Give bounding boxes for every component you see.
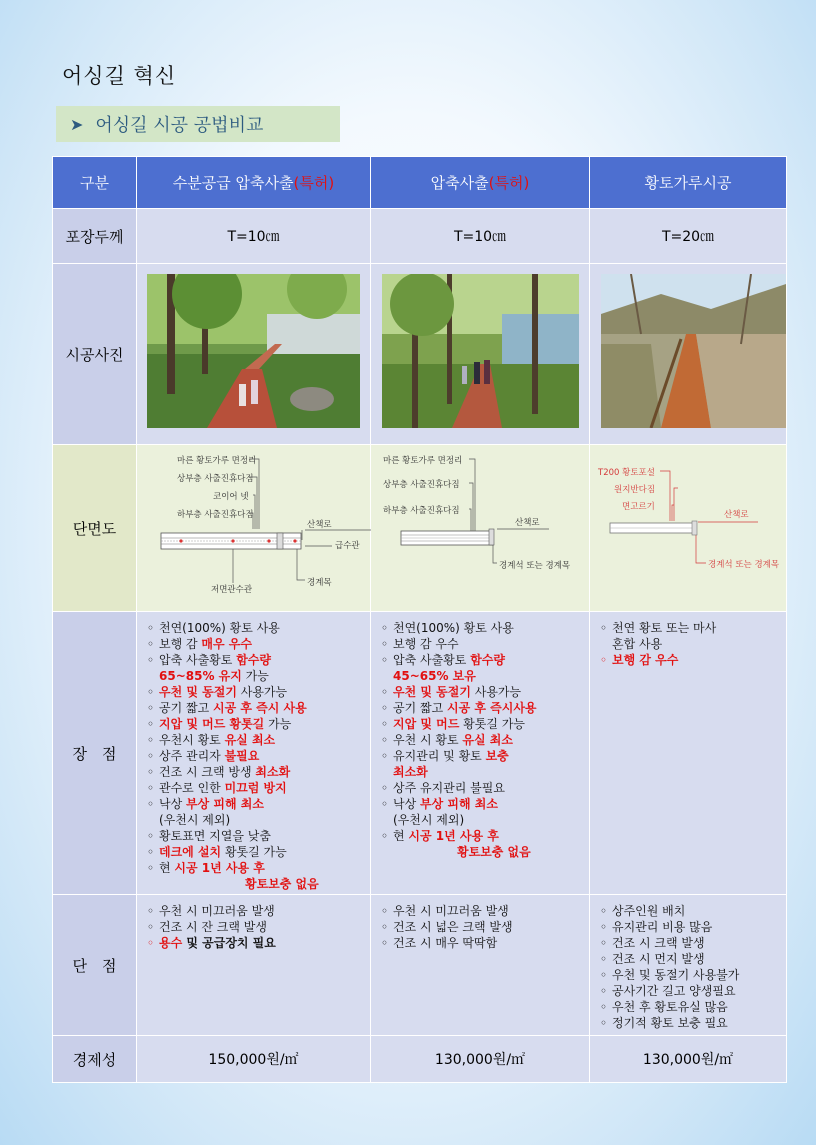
list-item: ◦ 건조 시 먼지 발생 <box>600 951 780 967</box>
d1-label-1: 마른 황토가루 면정리 <box>177 456 257 466</box>
economy-1: 150,000원/㎡ <box>137 1036 371 1083</box>
section-diagram-3 <box>590 445 787 611</box>
thickness-3: T=20㎝ <box>590 209 787 264</box>
subtitle-text: 어싱길 시공 공법비교 <box>95 115 264 136</box>
disadvantages-list-3 <box>590 895 786 1031</box>
list-item: ◦ 우천 후 황토유실 많음 <box>600 999 780 1015</box>
d3-label-1: T200 황토포설 <box>598 468 655 478</box>
section-diagram-cell-2 <box>371 445 590 612</box>
d3-label-3: 면고르기 <box>622 502 655 512</box>
section-diagram-1 <box>137 445 371 611</box>
advantages-cell-3 <box>590 612 787 895</box>
row-label-photo: 시공사진 <box>53 264 137 445</box>
d2-label-1: 마른 황토가루 면정리 <box>383 456 463 466</box>
list-item: ◦ 천연(100%) 황토 사용 <box>381 620 583 636</box>
section-diagram-cell-3 <box>590 445 787 612</box>
list-item: ◦ 용수 및 공급장치 필요 <box>147 935 364 951</box>
list-item: ◦ 현 시공 1년 사용 후 황토보충 없음 <box>381 828 583 860</box>
d1-label-8: 경계목 <box>307 578 332 588</box>
row-label-economy: 경제성 <box>53 1036 137 1083</box>
thickness-1: T=10㎝ <box>137 209 371 264</box>
list-item: ◦ 보행 감 우수 <box>600 652 780 668</box>
construction-photo-1 <box>147 274 360 428</box>
list-item: ◦ 우천 및 동절기 사용불가 <box>600 967 780 983</box>
list-item: ◦ 보행 감 매우 우수 <box>147 636 364 652</box>
list-item: ◦ 지압 및 머드 황톳길 가능 <box>381 716 583 732</box>
disadvantages-list-1 <box>137 895 370 951</box>
list-item: ◦ 건조 시 잔 크랙 발생 <box>147 919 364 935</box>
advantages-cell-1 <box>137 612 371 895</box>
list-item: ◦ 건조 시 매우 딱딱함 <box>381 935 583 951</box>
header-method-3: 황토가루시공 <box>590 157 787 209</box>
list-item: ◦ 상주 유지관리 불필요 <box>381 780 583 796</box>
list-item: ◦ 낙상 부상 피해 최소 (우천시 제외) <box>147 796 364 828</box>
table-row-disadvantages <box>53 895 787 1036</box>
d3-label-2: 원지반다짐 <box>614 485 656 495</box>
list-item: ◦ 공기 짧고 시공 후 즉시사용 <box>381 700 583 716</box>
row-label-section: 단면도 <box>53 445 137 612</box>
economy-2: 130,000원/㎡ <box>371 1036 590 1083</box>
list-item: ◦ 데크에 설치 황톳길 가능 <box>147 844 364 860</box>
list-item: ◦ 우천 및 동절기 사용가능 <box>147 684 364 700</box>
advantages-list-2 <box>371 612 589 860</box>
list-item: ◦ 유지관리 및 황토 보충 최소화 <box>381 748 583 780</box>
advantages-list-1 <box>137 612 370 892</box>
list-item: ◦ 천연 황토 또는 마사 혼합 사용 <box>600 620 780 652</box>
disadvantages-cell-1 <box>137 895 371 1036</box>
table-row-economy <box>53 1036 787 1083</box>
list-item: ◦ 공기 짧고 시공 후 즉시 사용 <box>147 700 364 716</box>
arrow-right-icon: ➤ <box>70 114 84 134</box>
d3-label-5: 경계석 또는 경계목 <box>708 560 780 570</box>
d3-label-4: 산책로 <box>724 510 749 520</box>
photo-cell-3 <box>590 264 787 445</box>
list-item: ◦ 관수로 인한 미끄럼 방지 <box>147 780 364 796</box>
d1-label-3: 코이어 넷 <box>213 492 249 502</box>
table-row-photo <box>53 264 787 445</box>
list-item: ◦ 유지관리 비용 많음 <box>600 919 780 935</box>
list-item: ◦ 현 시공 1년 사용 후 황토보충 없음 <box>147 860 364 892</box>
construction-photo-2 <box>382 274 579 428</box>
table-row-advantages <box>53 612 787 895</box>
thickness-2: T=10㎝ <box>371 209 590 264</box>
list-item: ◦ 우천시 황토 유실 최소 <box>147 732 364 748</box>
list-item: ◦ 압축 사출황토 함수량 65~85% 유지 가능 <box>147 652 364 684</box>
list-item: ◦ 우천 및 동절기 사용가능 <box>381 684 583 700</box>
photo-cell-2 <box>371 264 590 445</box>
d1-label-2: 상부층 사출진휴다짐 <box>177 474 254 484</box>
header-method-1: 수분공급 압축사출(특허) <box>137 157 371 209</box>
list-item: ◦ 건조 시 크랙 발생 <box>600 935 780 951</box>
section-diagram-cell-1 <box>137 445 371 612</box>
header-method-2: 압축사출(특허) <box>371 157 590 209</box>
list-item: ◦ 공사기간 길고 양생필요 <box>600 983 780 999</box>
d1-label-4: 하부층 사출진휴다짐 <box>177 510 254 520</box>
list-item: ◦ 낙상 부상 피해 최소 (우천시 제외) <box>381 796 583 828</box>
d2-label-3: 하부층 사출진휴다짐 <box>383 506 460 516</box>
header-category: 구분 <box>53 157 137 209</box>
d1-label-7: 저면관수관 <box>211 585 253 595</box>
section-diagram-2 <box>371 445 590 611</box>
d2-label-5: 경계석 또는 경계목 <box>499 561 571 571</box>
advantages-cell-2 <box>371 612 590 895</box>
comparison-table <box>52 156 787 1083</box>
list-item: ◦ 상주 관리자 불필요 <box>147 748 364 764</box>
disadvantages-list-2 <box>371 895 589 951</box>
table-row-section <box>53 445 787 612</box>
table-header-row <box>53 157 787 209</box>
page-title: 어싱길 혁신 <box>62 64 177 88</box>
list-item: ◦ 우천 시 미끄러움 발생 <box>147 903 364 919</box>
d2-label-2: 상부층 사출진휴다짐 <box>383 480 460 490</box>
list-item: ◦ 황토표면 지열을 낮춤 <box>147 828 364 844</box>
construction-photo-3 <box>601 274 786 428</box>
d1-label-5: 산책로 <box>307 520 332 530</box>
list-item: ◦ 압축 사출황토 함수량 45~65% 보유 <box>381 652 583 684</box>
disadvantages-cell-2 <box>371 895 590 1036</box>
disadvantages-cell-3 <box>590 895 787 1036</box>
advantages-list-3 <box>590 612 786 668</box>
list-item: ◦ 우천 시 황토 유실 최소 <box>381 732 583 748</box>
photo-cell-1 <box>137 264 371 445</box>
list-item: ◦ 상주인원 배치 <box>600 903 780 919</box>
economy-3: 130,000원/㎡ <box>590 1036 787 1083</box>
list-item: ◦ 정기적 황토 보충 필요 <box>600 1015 780 1031</box>
list-item: ◦ 지압 및 머드 황톳길 가능 <box>147 716 364 732</box>
d2-label-4: 산책로 <box>515 518 540 528</box>
row-label-disadvantages: 단 점 <box>53 895 137 1036</box>
d1-label-6: 급수관 <box>335 541 360 551</box>
list-item: ◦ 보행 감 우수 <box>381 636 583 652</box>
row-label-thickness: 포장두께 <box>53 209 137 264</box>
row-label-advantages: 장 점 <box>53 612 137 895</box>
table-row-thickness <box>53 209 787 264</box>
list-item: ◦ 우천 시 미끄러움 발생 <box>381 903 583 919</box>
list-item: ◦ 건조 시 넓은 크랙 발생 <box>381 919 583 935</box>
section-subtitle <box>56 106 340 142</box>
list-item: ◦ 천연(100%) 황토 사용 <box>147 620 364 636</box>
list-item: ◦ 건조 시 크랙 방생 최소화 <box>147 764 364 780</box>
